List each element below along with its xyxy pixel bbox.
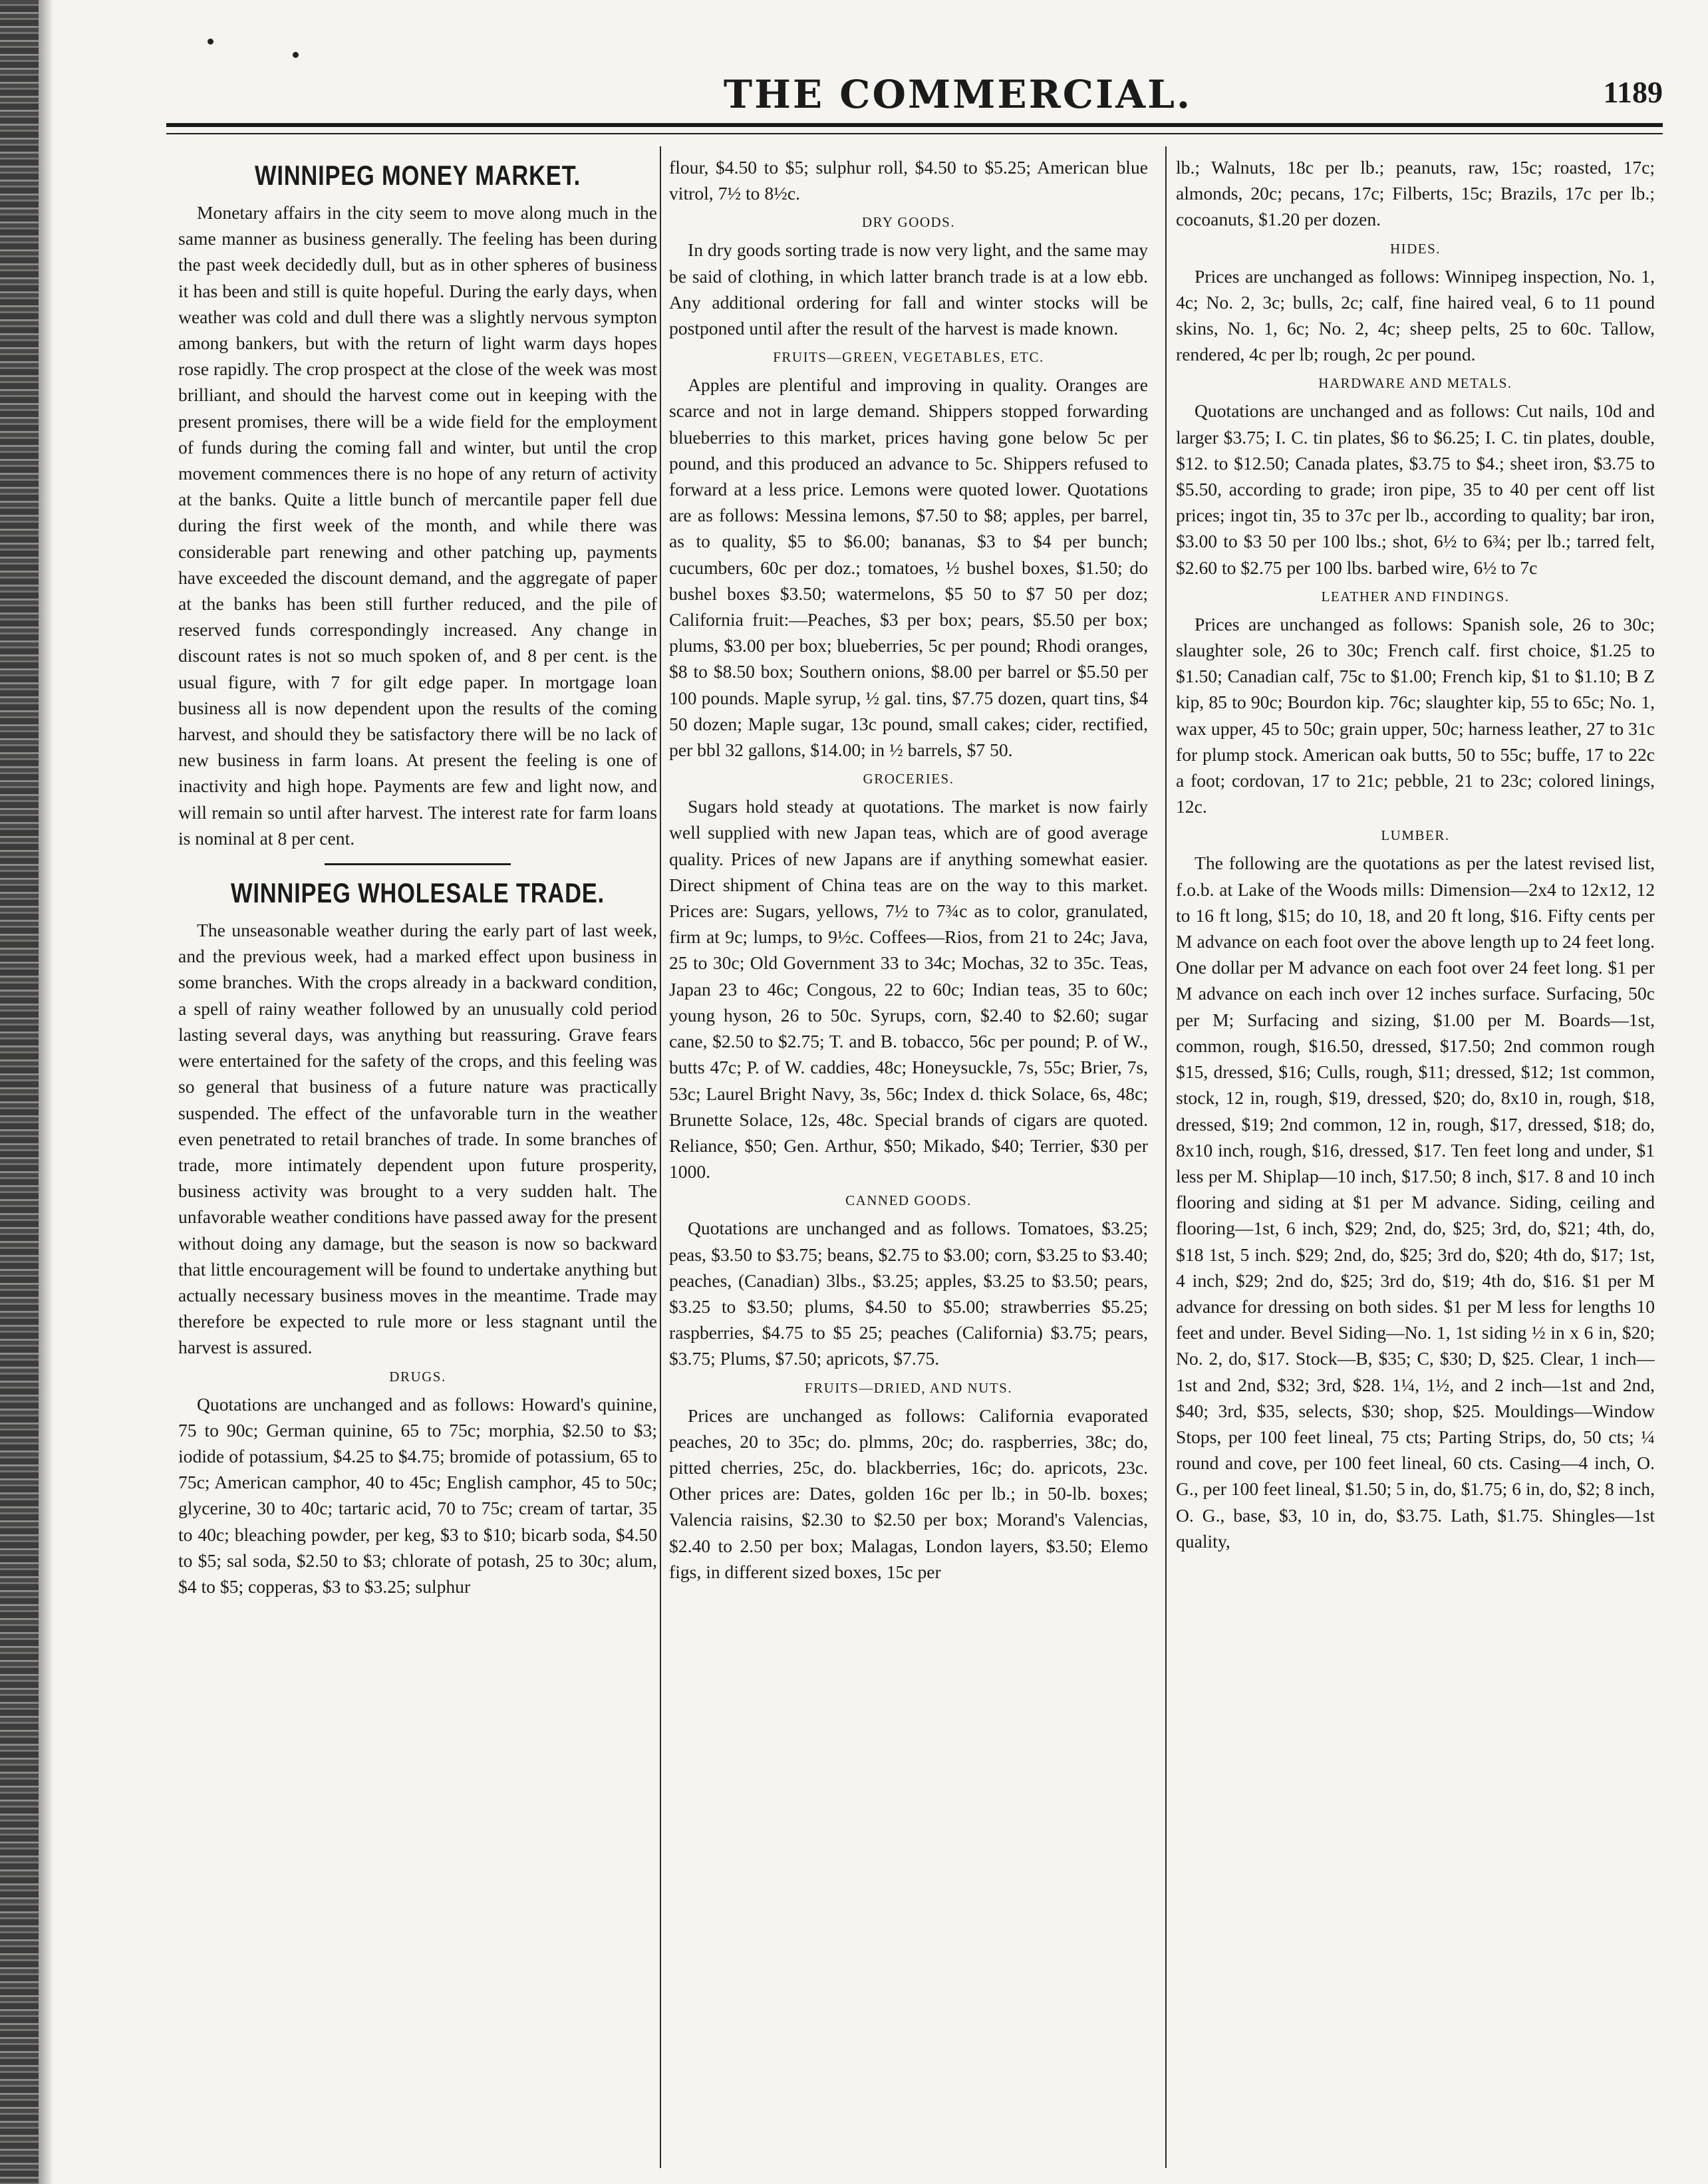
section-fruits-green: Apples are plentiful and improving in quality. Oranges are scarce and not in large demand. Shippers stopped forwarding blueberries to this market, prices having gone below 5c per pound, and this produced an advance to 5c. Shippers refused to forward at a less price. Lemons were quoted lower. Quotations are as follows: Messina lemons, $7.50 to $8; apples, per barrel, as to quality, $5 to $6.00; bananas, $3 to $4 per bunch; cucumbers, 60c per doz.; tomatoes, ½ bushel boxes, $1.50; do bushel boxes $3.50; watermelons, $5 50 to $7 50 per doz; California fruit:—Peaches, $3 per box; pears, $5.50 per box; plums, $3.00 per box; blueberries, 5c per pound; Rhodi oranges, $8 to $8.50 box; Southern onions, $8.00 per barrel or $5.50 per 100 pounds. Maple syrup, ½ gal. tins, $7.75 dozen, quart tins, $4 50 dozen; Maple sugar, 13c pound, small cakes; cider, rectified, per bbl 32 gallons, $14.00; in ½ barrels, $7 50. [669, 374, 1148, 761]
section-fruits-dried: Prices are unchanged as follows: California evaporated peaches, 20 to 35c; do. plmms, 20c; do. raspberries, 38c; do, pitted cherries, 25c, do. blackberries, 16c; do. apricots, 23c. Other prices are: Dates, golden 16c per lb.; in 50-lb. boxes; Valencia raisins, $2.30 to $2.50 per box; Morand's Valencias, $2.40 to 2.50 per box; Malagas, London layers, $3.50; Elemo figs, in different sized boxes, 15c per [669, 1405, 1148, 1582]
section-leather: Prices are unchanged as follows: Spanish sole, 26 to 30c; slaughter sole, 26 to 30c; French calf. first choice, $1.25 to $1.50; Canadian calf, 75c to $1.00; French kip, $1 to $1.10; B Z kip, 85 to 90c; Bourdon kip. 76c; slaughter kip, 55 to 65c; No. 1, wax upper, 45 to 50c; grain upper, 50c; harness leather, 27 to 31c for plump stock. American oak butts, 50 to 55c; buffe, 17 to 22c a foot; cordovan, 17 to 21c; pebble, 21 to 23c; colored linings, 12c. [1176, 613, 1655, 817]
section-hardware: Quotations are unchanged and as follows: Cut nails, 10d and larger $3.75; I. C. tin plates, $6 to $6.25; I. C. tin plates, double, $12. to $12.50; Canada plates, $3.75 to $4.; sheet iron, $3.75 to $5.50, according to grade; iron pipe, 35 to 40 per cent off list prices; ingot tin, 35 to 37c per lb., according to quality; bar iron, $3.00 to $3 50 per 100 lbs.; shot, 6½ to 6¾; per lb.; tarred felt, $2.60 to $2.75 per 100 lbs. barbed wire, 6½ to 7c [1176, 400, 1655, 578]
section-hides: Prices are unchanged as follows: Winnipeg inspection, No. 1, 4c; No. 2, 3c; bulls, 2c; calf, fine haired veal, 6 to 11 pound skins, No. 1, 6c; No. 2, 4c; sheep pelts, 25 to 60c. Tallow, rendered, 4c per lb; rough, 2c per pound. [1176, 265, 1655, 365]
masthead-title: THE COMMERCIAL. [723, 72, 1193, 117]
section-lumber: The following are the quotations as per the latest revised list, f.o.b. at Lake of the Woods mills: Dimension—2x4 to 12x12, 12 to 16 ft long, $15; do 10, 18, and 20 ft long, $16. Fifty cents per M advance on each foot over the above length up to 24 feet long. One dollar per M advance on each foot over 24 feet long. $1 per M advance on each inch over 12 inches surface. Surfacing, 50c per M; Surfacing and sizing, $1.00 per M. Boards—1st, common, rough, $16.50, dressed, $17.50; 2nd common rough $15, dressed, $16; Culls, rough, $11; dressed, $12; 1st common, stock, 12 in, rough, $19, dressed, $20; do, 8x10 in, rough, $18, dressed, $19; 2nd common, 12 in, rough, $17, dressed, $18; do, 8x10 inch, rough, $16, dressed, $17. Ten feet long and under, $1 less per M. Shiplap—10 inch, $17.50; 8 inch, $17. 8 and 10 inch flooring and siding at $1 per M advance. Siding, ceiling and flooring—1st, 6 inch, $29; 2nd, do, $25; 3rd, do, $21; 4th, do, $18 1st, 5 inch. $29; 2nd, do, $25; 3rd do, $20; 4th do, $17; 1st, 4 inch, $29; 2nd do, $25; 3rd do, $19; 4th do, $16. $1 per M advance for dressing on both sides. $1 per M less for lengths 10 feet and under. Bevel Siding—No. 1, 1st siding ½ in x 6 in, $20; No. 2, do, $17. Stock—B, $35; C, $30; D, $25. Clear, 1 inch—1st and 2nd, $32; 3rd, $28. 1¼, 1½, and 2 inch—1st and 2nd, $40; 3rd, $35, selects, $30; shop, $25. Mouldings—Window Stops, per 100 feet lineal, 75 cts; Parting Strips, do, 50 cts; ¼ round and cove, per 100 feet lineal, 60 cts. Casing—4 inch, O. G., per 100 feet lineal, $1.50; 5 in, do, $1.75; 6 in, do, $2; 8 inch, O. G., base, $3, 10 in, do, $3.75. Lath, $1.75. Shingles—1st quality, [1176, 853, 1655, 1552]
headline-wholesale-trade: WINNIPEG WHOLESALE TRADE. [231, 877, 605, 909]
section-drugs: Quotations are unchanged and as follows: Howard's quinine, 75 to 90c; German quinine, 65 to 75c; morphia, $2.50 to $3; iodide of potassium, $4.25 to $4.75; bromide of potassium, 65 to 75c; American camphor, 40 to 45c; English camphor, 45 to 50c; glycerine, 30 to 40c; tartaric acid, 70 to 75c; cream of tartar, 35 to 40c; bleaching powder, per keg, $3 to $10; bicarb soda, $4.50 to $5; sal soda, $2.50 to $3; chlorate of potash, 25 to 30c; alum, $4 to $5; copperas, $3 to $3.25; sulphur [178, 1393, 657, 1597]
article-wholesale-trade: The unseasonable weather during the early part of last week, and the previous week, had a marked effect upon business in some branches. With the crops already in a backward condition, a spell of rainy weather followed by an unusually cold period lasting several days, was anything but reassuring. Grave fears were entertained for the safety of the crops, and this feeling was so general that business of a future nature was practically suspended. The effect of the unfavorable turn in the weather even penetrated to retail branches of trade. In some branches of trade, more intimately dependent upon future prosperity, business activity was brought to a very sudden halt. The unfavorable weather conditions have passed away for the present without doing any damage, but the season is now so backward that little encouragement will be found to undertake anything but actually necessary business moves in the meantime. Trade may therefore be expected to rule more or less stagnant until the harvest is assured. [178, 920, 657, 1358]
section-drugs-continued: flour, $4.50 to $5; sulphur roll, $4.50 to $5.25; American blue vitrol, 7½ to 8½c. [669, 157, 1148, 204]
column-1 [178, 154, 657, 2163]
subhead-canned-goods: CANNED GOODS. [845, 1192, 972, 1209]
binding-shadow [39, 0, 53, 2184]
subhead-lumber: LUMBER. [1381, 827, 1450, 844]
column-2 [669, 154, 1148, 2163]
section-dry-goods: In dry goods sorting trade is now very light, and the same may be said of clothing, in which latter branch trade is at a low ebb. Any additional ordering for fall and winter stocks will be postponed until after the result of the harvest is made known. [669, 239, 1148, 339]
header-rule-thin [166, 133, 1663, 134]
column-rule [660, 146, 661, 2168]
subhead-leather: LEATHER AND FINDINGS. [1321, 588, 1510, 605]
column-3 [1176, 154, 1655, 2163]
binding-edge [0, 0, 39, 2184]
article-divider [325, 863, 511, 865]
subhead-groceries: GROCERIES. [863, 771, 954, 787]
ink-spot [293, 52, 299, 58]
header-rule-thick [166, 123, 1663, 127]
ink-spot [208, 39, 214, 45]
section-groceries: Sugars hold steady at quotations. The market is now fairly well supplied with new Japan teas, which are of good average quality. Prices of new Japans are if anything somewhat easier. Direct shipment of China teas are on the way to this market. Prices are: Sugars, yellows, 7½ to 7¾c as to color, granulated, firm at 9c; lumps, to 9½c. Coffees—Rios, from 21 to 24c; Java, 25 to 30c; Old Government 33 to 34c; Mochas, 32 to 35c. Teas, Japan 23 to 46c; Congous, 22 to 60c; Indian teas, 35 to 60c; young hyson, 26 to 50c. Syrups, corn, $2.40 to $2.60; sugar cane, $2.50 to $2.75; T. and B. tobacco, 56c per pound; P. of W., butts 47c; P. of W. caddies, 48c; Honeysuckle, 7s, 55c; Brier, 7s, 53c; Laurel Bright Navy, 3s, 56c; Index d. thick Solace, 6s, 48c; Brunette Solace, 12s, 48c. Special brands of cigars are quoted. Reliance, $50; Gen. Arthur, $50; Mikado, $40; Terrier, $30 per 1000. [669, 796, 1148, 1182]
section-canned-goods: Quotations are unchanged and as follows. Tomatoes, $3.25; peas, $3.50 to $3.75; beans, $2.75 to $3.00; corn, $3.25 to $3.40; peaches, (Canadian) 3lbs., $3.25; apples, $3.25 to $3.50; pears, $3.25 to $3.50; plums, $4.50 to $5.00; strawberries $5.25; raspberries, $4.75 to $5 25; peaches (California) $3.75; pears, $3.75; Plums, $7.50; apricots, $7.75. [669, 1218, 1148, 1369]
subhead-hardware: HARDWARE AND METALS. [1318, 375, 1512, 392]
article-money-market: Monetary affairs in the city seem to move along much in the same manner as business generally. The feeling has been during the past week decidedly dull, but as in other spheres of business it has been and still is quite hopeful. During the early days, when weather was cold and dull there was a slightly nervous sympton among bankers, but with the return of light warm days hopes rose rapidly. The crop prospect at the close of the week was most brilliant, and should the harvest come out in keeping with the present promises, there will be a wide field for the employment of funds during the coming fall and winter, but until the crop movement commences there is no hope of any return of activity at the banks. Quite a little bunch of mercantile paper fell due during the first week of the month, and while there was considerable part renewing and other patching up, payments have exceeded the discount demand, and the aggregate of paper at the banks has been still further reduced, and the pile of reserved funds correspondingly increased. Any change in discount rates is not so much spoken of, and 8 per cent. is the usual figure, with 7 for gilt edge paper. In mortgage loan business all is now dependent upon the results of the coming harvest, and should they be satisfactory there will be no lack of new business in farm loans. At present the feeling is one of inactivity and high hope. Payments are few and light now, and will remain so until after harvest. The interest rate for farm loans is nominal at 8 per cent. [178, 202, 657, 849]
masthead [166, 72, 1663, 117]
subhead-fruits-green: FRUITS—GREEN, VEGETABLES, ETC. [773, 349, 1044, 366]
subhead-drugs: DRUGS. [389, 1368, 446, 1385]
subhead-fruits-dried: FRUITS—DRIED, AND NUTS. [804, 1379, 1013, 1396]
section-nuts-continued: lb.; Walnuts, 18c per lb.; peanuts, raw, 15c; roasted, 17c; almonds, 20c; pecans, 17c; Filberts, 15c; Brazils, 17c per lb.; cocoanuts, $1.20 per dozen. [1176, 157, 1655, 230]
page-number: 1189 [1603, 75, 1663, 109]
subhead-hides: HIDES. [1389, 240, 1441, 257]
subhead-dry-goods: DRY GOODS. [861, 214, 956, 231]
column-rule [1165, 146, 1167, 2168]
headline-money-market: WINNIPEG MONEY MARKET. [254, 160, 581, 191]
